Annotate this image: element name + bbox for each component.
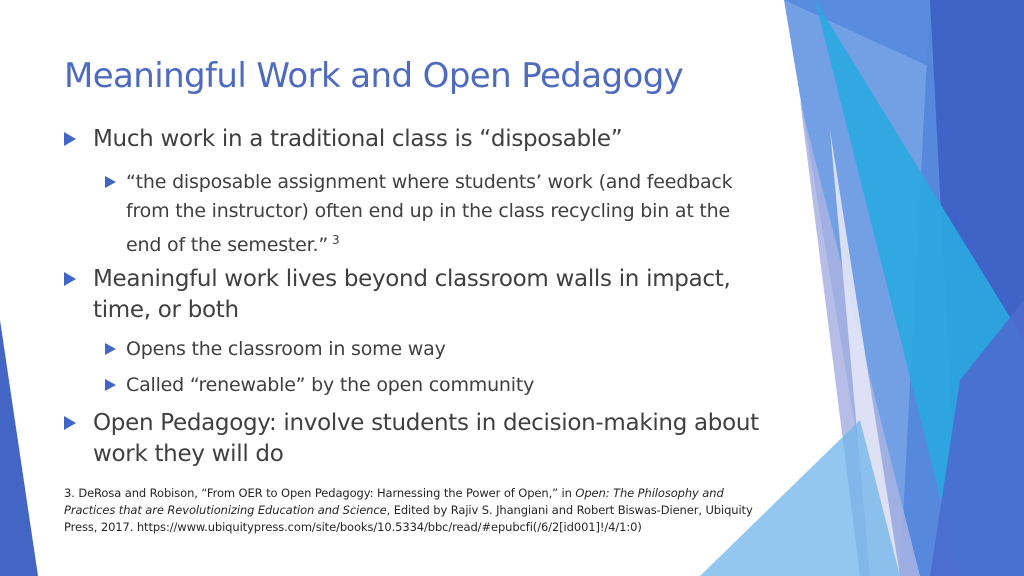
sub-bullet-quote <box>105 168 745 260</box>
bullet-arrow-icon <box>64 132 76 146</box>
deco-shape-left-bottom <box>0 320 38 576</box>
footnote-book-title: Open: The Philosophy and Practices that are Revolutionizing Education and Science <box>64 486 724 517</box>
bullet-text: Opens the classroom in some way <box>126 338 446 360</box>
bullet-arrow-icon <box>105 379 116 391</box>
bullet-text: Meaningful work lives beyond classroom walls in impact, time, or both <box>93 266 731 323</box>
footnote-text-rest: , Edited by Rajiv S. Jhangiani and Robert Biswas-Diener, Ubiquity Press, 2017. https://www.ubiquitypress.com/site/books/10.5334/bbc/read/#epubcfi(/6/2[id001]!/4/1:0) <box>64 503 753 534</box>
bullet-disposable-work <box>64 124 784 155</box>
sub-bullet-opens-classroom <box>105 335 745 364</box>
bullet-arrow-icon <box>105 176 116 188</box>
slide-title: Meaningful Work and Open Pedagogy <box>64 56 684 96</box>
bullet-text: Much work in a traditional class is “disposable” <box>93 126 623 152</box>
quote-text: “the disposable assignment where students’ work (and feedback from the instructor) often end up in the class recycling bin at the end of the semester.” <box>126 171 733 256</box>
bullet-text <box>126 168 745 260</box>
bullet-text: Open Pedagogy: involve students in decision-making about work they will do <box>93 410 759 467</box>
footnote-text: 3. DeRosa and Robison, “From OER to Open Pedagogy: Harnessing the Power of Open,” in <box>64 486 576 500</box>
sub-bullet-renewable <box>105 371 745 400</box>
bullet-open-pedagogy <box>64 408 784 470</box>
bullet-arrow-icon <box>64 416 76 430</box>
footnote-citation <box>64 485 764 536</box>
footnote-marker: 3 <box>331 233 340 247</box>
bullet-text: Called “renewable” by the open community <box>126 374 535 396</box>
bullet-arrow-icon <box>105 343 116 355</box>
bullet-arrow-icon <box>64 272 76 286</box>
bullet-meaningful-work <box>64 264 784 326</box>
